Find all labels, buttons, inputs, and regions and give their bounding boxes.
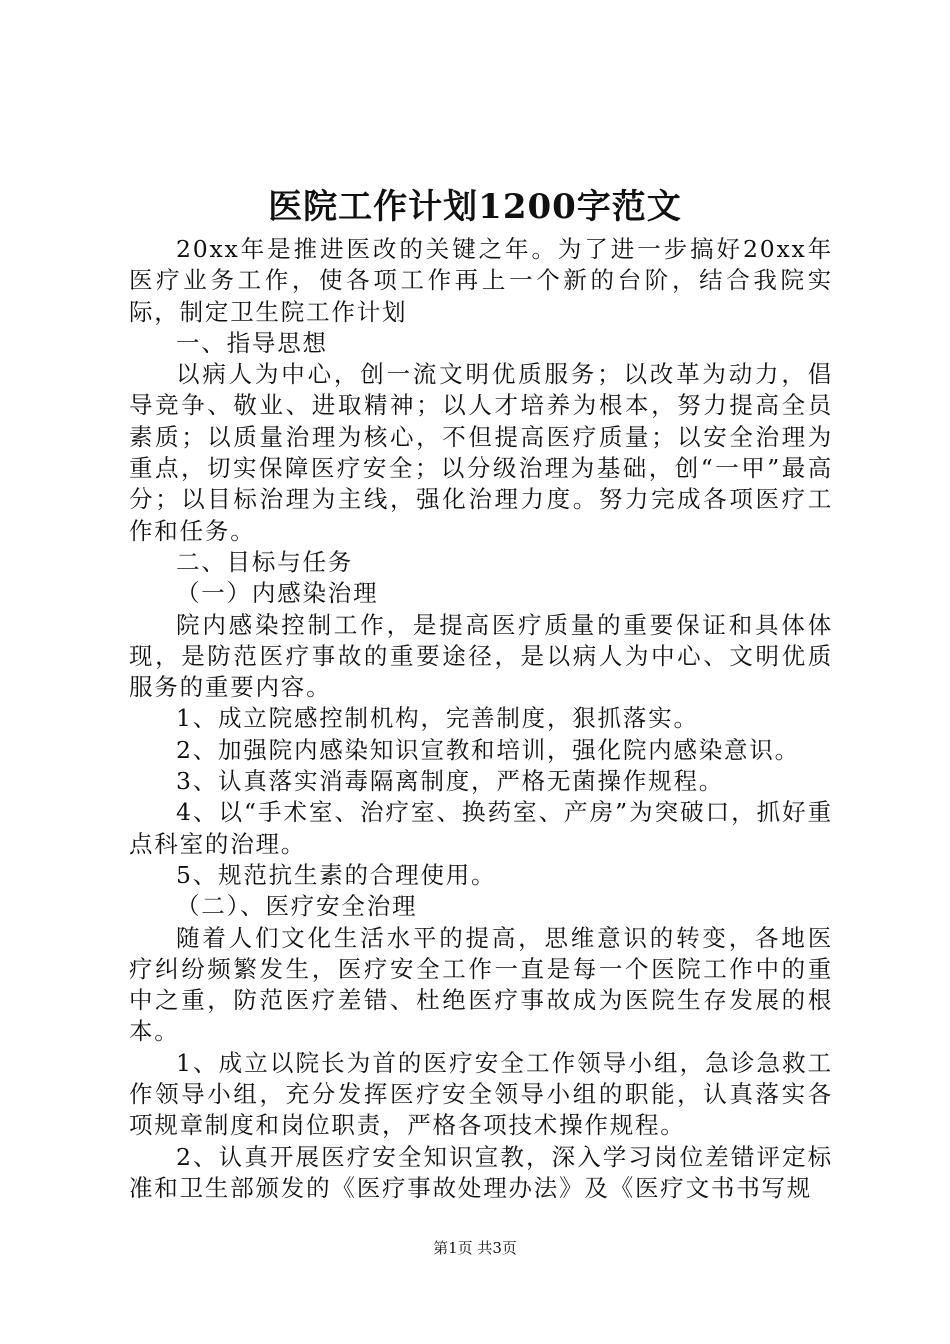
list-item-infection-1: 1、成立院感控制机构，完善制度，狠抓落实。	[176, 704, 699, 733]
heading-guiding-ideology: 一、指导思想	[176, 328, 328, 357]
subheading-medical-safety: （二）、医疗安全治理	[176, 892, 418, 921]
document-title: 医院工作计划1200字范文	[268, 187, 682, 227]
subheading-infection-control: （一）内感染治理	[176, 579, 379, 608]
list-item-infection-2: 2、加强院内感染知识宣教和培训，强化院内感染意识。	[176, 735, 800, 764]
list-item-infection-4: 4、以“手术室、治疗室、换药室、产房”为突破口，抓好重点科室的治理。	[129, 798, 833, 858]
paragraph-intro: 20xx年是推进医改的关键之年。为了进一步搞好20xx年医疗业务工作，使各项工作再上一个新的台阶，结合我院实际，制定卫生院工作计划	[129, 235, 833, 326]
list-item-infection-3: 3、认真落实消毒隔离制度，严格无菌操作规程。	[176, 767, 725, 796]
list-item-infection-5: 5、规范抗生素的合理使用。	[176, 860, 497, 889]
list-item-safety-2: 2、认真开展医疗安全知识宣教，深入学习岗位差错评定标准和卫生部颁发的《医疗事故处理办法》及《医疗文书书写规	[129, 1142, 833, 1202]
paragraph-medical-safety: 随着人们文化生活水平的提高，思维意识的转变，各地医疗纠纷频繁发生，医疗安全工作一直是每一个医院工作中的重中之重，防范医疗差错、杜绝医疗事故成为医院生存发展的根本。	[129, 923, 833, 1046]
paragraph-guiding-ideology: 以病人为中心，创一流文明优质服务；以改革为动力，倡导竞争、敬业、进取精神；以人才培养为根本，努力提高全员素质；以质量治理为核心，不但提高医疗质量；以安全治理为重点，切实保障医疗安全；以分级治理为基础，创“一甲”最高分；以目标治理为主线，强化治理力度。努力完成各项医疗工作和任务。	[129, 360, 833, 545]
page-footer: 第1页 共3页	[433, 1239, 517, 1257]
list-item-safety-1: 1、成立以院长为首的医疗安全工作领导小组，急诊急救工作领导小组，充分发挥医疗安全领导小组的职能，认真落实各项规章制度和岗位职责，严格各项技术操作规程。	[129, 1048, 833, 1140]
paragraph-infection-control: 院内感染控制工作，是提高医疗质量的重要保证和具体体现，是防范医疗事故的重要途径，是以病人为中心、文明优质服务的重要内容。	[129, 610, 833, 702]
heading-goals-tasks: 二、目标与任务	[176, 547, 354, 576]
document-body	[129, 234, 833, 1204]
